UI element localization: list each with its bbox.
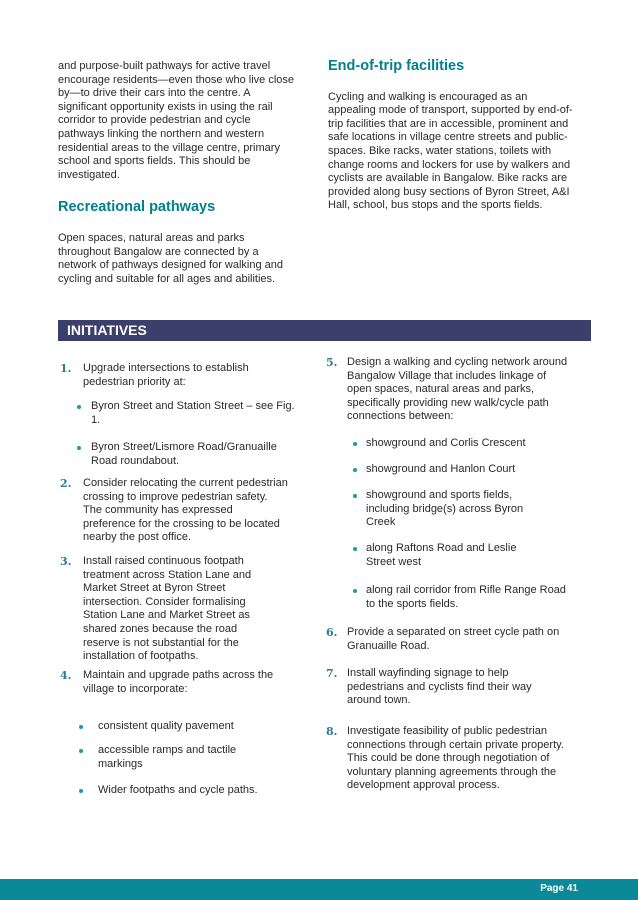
sub-item: consistent quality pavement (98, 720, 234, 732)
right-column (328, 60, 576, 213)
intro-paragraph: and purpose-built pathways for active travel encourage residents—even those who live close by—to drive their cars into the centre. A significant opportunity exists in using the rail corridor to provide pedestrian and cycle pathways linking the northern and western residential areas to the village centre, primary school and sports fields. This should be investigated. (58, 60, 295, 181)
initiative-text: Consider relocating the current pedestrian crossing to improve pedestrian safety. The community has expressed preference for the crossing to be located nearby the post office. (83, 477, 288, 544)
sub-item: Wider footpaths and cycle paths. (98, 784, 258, 796)
bullet-icon (77, 446, 81, 450)
initiative-text: Provide a separated on street cycle path on Granuaille Road. (347, 626, 560, 652)
recreational-paragraph: Open spaces, natural areas and parks throughout Bangalow are connected by a network of pathways designed for walking and cycling and suitable for all ages and abilities. (58, 231, 284, 285)
end-of-trip-paragraph: Cycling and walking is encouraged as an appealing mode of transport, supported by end-of-trip facilities that are in accessible, prominent and safe locations in village centre streets and public-spaces. Bike racks, water stations, toilets with change rooms and lockers for use by walkers and cyclists are available in Bangalow. Bike racks are provided along busy sections of Byron Street, A&I Hall, school, bus stops and the sports fields. (328, 90, 573, 212)
bullet-icon (353, 547, 357, 551)
bullet-icon (79, 789, 83, 793)
initiative-number: 6. (326, 626, 338, 639)
initiative-number: 7. (326, 667, 338, 680)
bullet-icon (353, 589, 357, 593)
bullet-icon (353, 442, 357, 446)
page-number: Page 41 (540, 883, 578, 894)
initiative-text: Install raised continuous footpath treatment across Station Lane and Market Street at Byron Street intersection. Consider formalising Station Lane and Market Street as shared zones because the road reserve is not substantial for the installation of footpaths. (83, 555, 252, 663)
initiative-text: Investigate feasibility of public pedestrian connections through certain private property. This could be done through negotiation of voluntary planning agreements through the development approval process. (347, 725, 564, 792)
page-footer (0, 879, 638, 900)
bullet-icon (77, 405, 81, 409)
initiative-number: 8. (326, 725, 338, 738)
end-of-trip-heading: End-of-trip facilities (328, 58, 465, 74)
sub-item: showground and Corlis Crescent (366, 437, 526, 449)
sub-item: accessible ramps and tactile markings (98, 744, 237, 770)
initiative-number: 1. (60, 362, 72, 375)
initiative-text: Design a walking and cycling network around Bangalow Village that includes linkage of open spaces, natural areas and parks, specifically providing new walk/cycle path connections between: (347, 356, 568, 423)
initiatives-title: INITIATIVES (67, 322, 147, 338)
initiative-text: Install wayfinding signage to help pedestrians and cyclists find their way around town. (347, 667, 532, 707)
sub-item: along rail corridor from Rifle Range Road to the sports fields. (366, 584, 566, 610)
recreational-heading: Recreational pathways (58, 199, 216, 216)
sub-item: along Raftons Road and Leslie Street west (366, 542, 517, 568)
sub-item: showground and sports fields, including bridge(s) across Byron Creek (366, 489, 524, 529)
bullet-icon (353, 468, 357, 472)
initiative-number: 5. (326, 356, 338, 369)
left-column (58, 60, 300, 286)
bullet-icon (353, 494, 357, 498)
initiatives-banner (58, 320, 591, 341)
sub-item: Byron Street and Station Street – see Fig. 1. (91, 400, 295, 426)
sub-item: showground and Hanlon Court (366, 463, 516, 475)
initiative-number: 2. (60, 477, 72, 490)
initiative-number: 4. (60, 669, 72, 682)
initiative-number: 3. (60, 555, 72, 568)
bullet-icon (79, 749, 83, 753)
initiative-text: Maintain and upgrade paths across the village to incorporate: (83, 669, 274, 695)
initiative-text: Upgrade intersections to establish pedestrian priority at: (83, 362, 249, 388)
bullet-icon (79, 725, 83, 729)
sub-item: Byron Street/Lismore Road/Granuaille Road roundabout. (91, 441, 277, 467)
